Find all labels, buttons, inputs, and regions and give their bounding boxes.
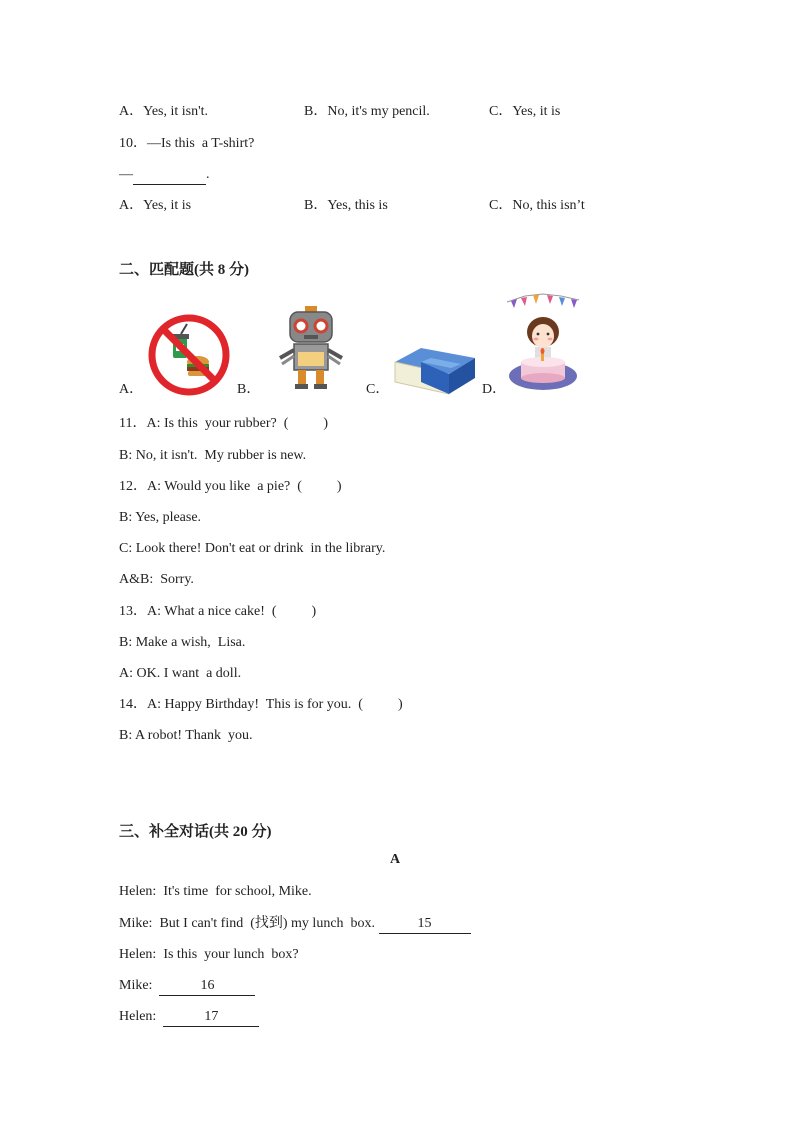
blank-15: 15 [379,915,471,934]
robot-icon [276,306,346,390]
picture-label-a: A． [119,382,144,397]
q10-option-c: C．No, this isn’t [489,198,585,213]
q10-answer-blank [133,166,206,185]
picture-label-c: C． [366,382,390,397]
dialogue-line-2-text: Mike: But I can't find (找到) my lunch box. [119,916,379,931]
q14-reply: B: A robot! Thank you. [119,728,253,743]
q11-question: 11．A: Is this your rubber? ( ) [119,416,329,431]
blank-16: 16 [159,977,255,996]
dialogue-line-5-label: Helen: [119,1009,164,1024]
picture-label-b: B． [237,382,261,397]
q13-reply-a: A: OK. I want a doll. [119,666,242,681]
dialogue-line-4 [119,977,255,996]
q11-reply: B: No, it isn't. My rubber is new. [119,448,307,463]
dialogue-line-3: Helen: Is this your lunch box? [119,947,299,962]
q9-option-c: C．Yes, it is [489,104,561,119]
section2-title: 二、匹配题(共 8 分) [119,262,249,278]
q12-reply-ab: A&B: Sorry. [119,572,194,587]
q12-question: 12．A: Would you like a pie? ( ) [119,479,342,494]
q10-dash: — [119,167,133,182]
no-food-drink-icon [146,312,232,398]
dialogue-line-1: Helen: It's time for school, Mike. [119,884,312,899]
q10-answer-line [119,166,210,185]
q12-reply-c: C: Look there! Don't eat or drink in the library. [119,541,386,556]
q9-option-a: A．Yes, it isn't. [119,104,209,119]
section3-title: 三、补全对话(共 20 分) [119,824,272,840]
dialogue-line-5 [119,1008,259,1027]
dialogue-line-2 [119,915,471,934]
q13-question: 13．A: What a nice cake! ( ) [119,604,317,619]
q10-option-b: B．Yes, this is [304,198,388,213]
birthday-girl-cake-icon [505,290,581,396]
q10-question: 10．—Is this a T-shirt? [119,136,255,151]
q10-option-a: A．Yes, it is [119,198,192,213]
section3-subtitle: A [390,852,401,867]
picture-label-d: D． [482,382,507,397]
q9-option-b: B．No, it's my pencil. [304,104,430,119]
blank-17: 17 [163,1008,259,1027]
dialogue-line-4-label: Mike: [119,978,160,993]
q13-reply-b: B: Make a wish, Lisa. [119,635,246,650]
q14-question: 14．A: Happy Birthday! This is for you. ( ) [119,697,403,712]
q12-reply-b: B: Yes, please. [119,510,202,525]
q10-end: . [206,167,210,182]
rubber-icon [391,342,477,396]
